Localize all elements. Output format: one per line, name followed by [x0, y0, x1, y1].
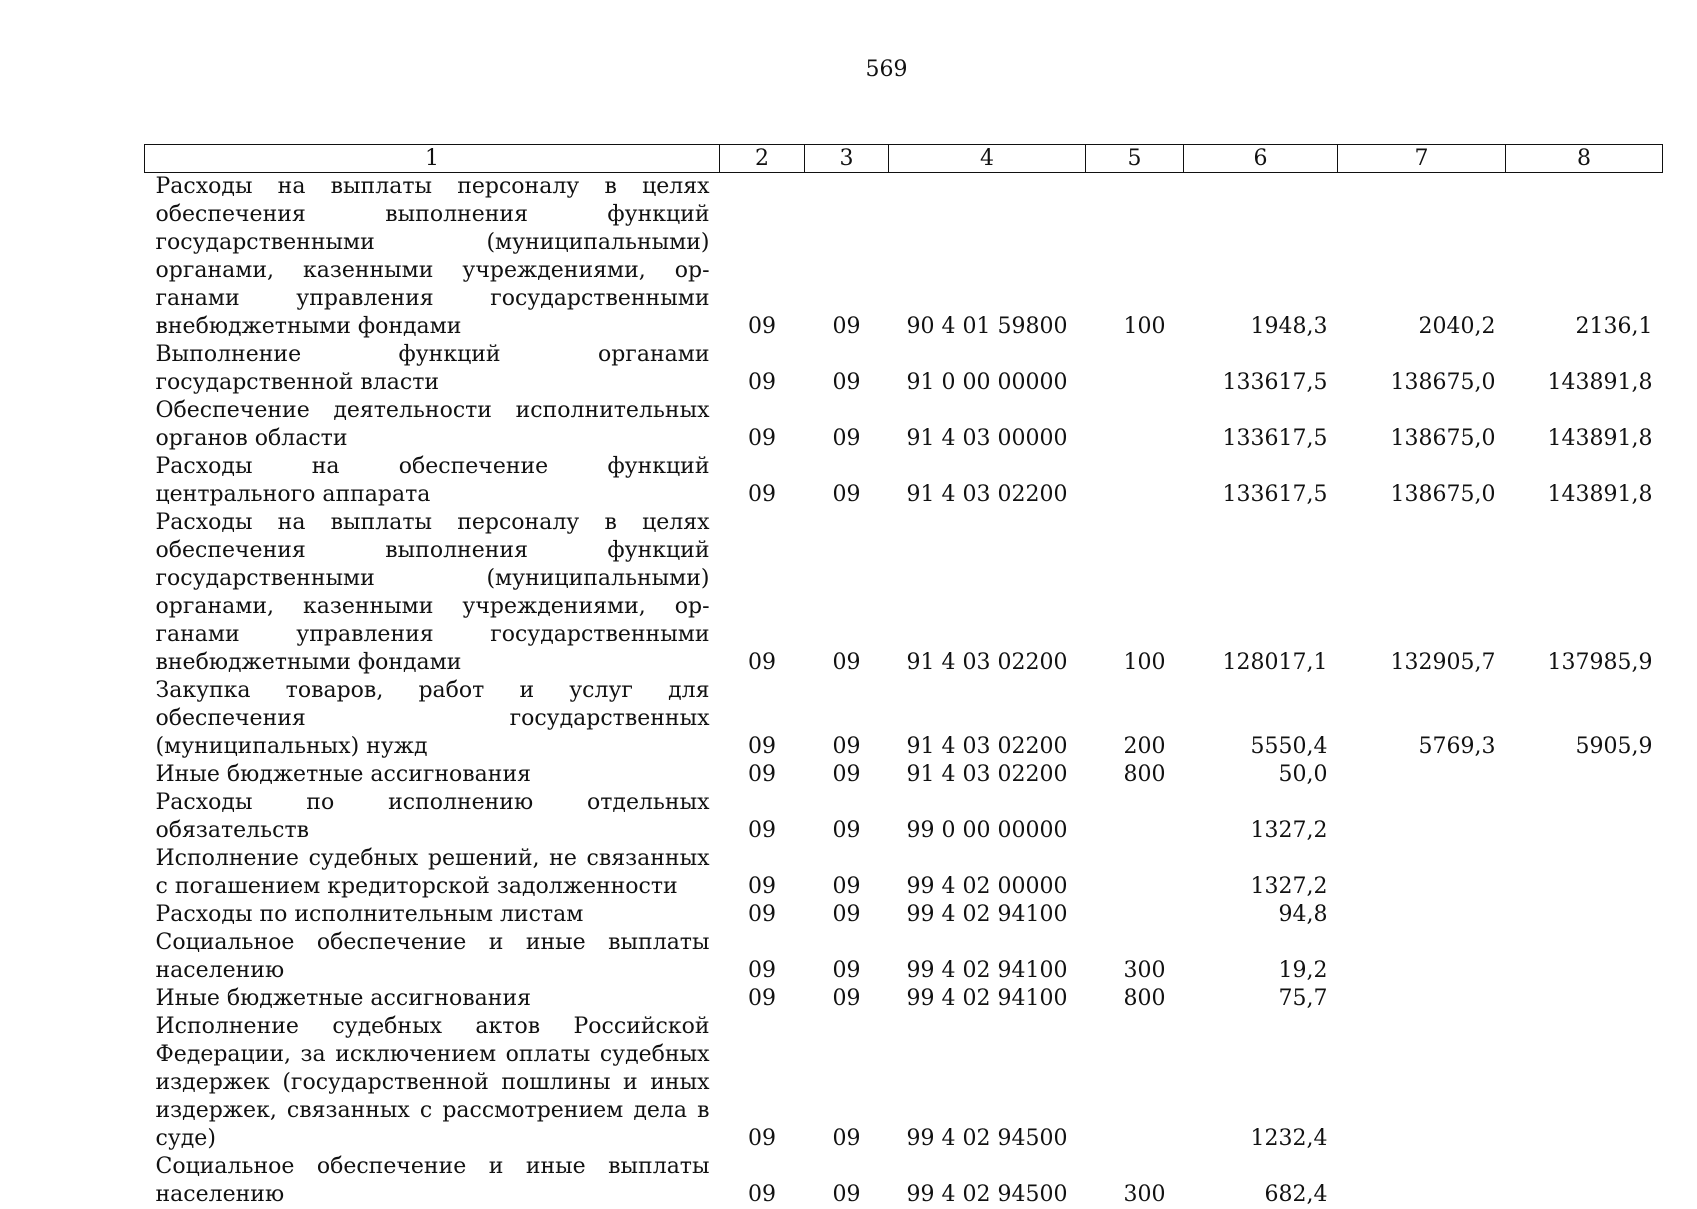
row-amount-col6: 128017,1 — [1184, 509, 1338, 677]
row-amount-col7 — [1338, 1013, 1506, 1153]
row-amount-col7: 5769,3 — [1338, 677, 1506, 761]
row-amount-col8 — [1506, 845, 1663, 901]
row-amount-col6: 75,7 — [1184, 985, 1338, 1013]
row-amount-col6: 133617,5 — [1184, 341, 1338, 397]
row-amount-col6: 682,4 — [1184, 1153, 1338, 1209]
row-subsection: 09 — [805, 173, 889, 342]
row-section: 09 — [720, 761, 805, 789]
table-row — [145, 845, 1663, 901]
row-amount-col7: 138675,0 — [1338, 397, 1506, 453]
row-description: Иные бюджетные ассигнования — [145, 985, 720, 1013]
row-section: 09 — [720, 677, 805, 761]
row-expense-type: 100 — [1086, 173, 1184, 342]
row-target-article: 99 4 02 94100 — [889, 985, 1086, 1013]
row-amount-col8: 143891,8 — [1506, 453, 1663, 509]
row-amount-col7: 2040,2 — [1338, 173, 1506, 342]
row-amount-col8 — [1506, 1013, 1663, 1153]
row-amount-col7 — [1338, 845, 1506, 901]
table-row — [145, 509, 1663, 677]
table-row — [145, 901, 1663, 929]
table-row — [145, 173, 1663, 342]
row-description: Обеспечение деятельности исполнительных органов области — [145, 397, 720, 453]
row-target-article: 91 4 03 00000 — [889, 397, 1086, 453]
row-amount-col8 — [1506, 985, 1663, 1013]
row-expense-type — [1086, 453, 1184, 509]
row-subsection: 09 — [805, 845, 889, 901]
row-subsection: 09 — [805, 509, 889, 677]
row-amount-col8 — [1506, 901, 1663, 929]
row-section: 09 — [720, 985, 805, 1013]
row-subsection: 09 — [805, 901, 889, 929]
header-cell: 2 — [720, 145, 805, 173]
row-amount-col7 — [1338, 901, 1506, 929]
row-amount-col6: 94,8 — [1184, 901, 1338, 929]
row-amount-col8: 143891,8 — [1506, 397, 1663, 453]
row-subsection: 09 — [805, 761, 889, 789]
row-target-article: 99 4 02 94500 — [889, 1153, 1086, 1209]
row-section: 09 — [720, 509, 805, 677]
row-expense-type — [1086, 845, 1184, 901]
row-target-article: 91 4 03 02200 — [889, 761, 1086, 789]
row-expense-type: 300 — [1086, 1153, 1184, 1209]
row-description: Расходы на выплаты персоналу в целях обеспечения выполнения функций государственными (муниципальными) органами, казенными учреждениями, органами управления государственными внебюджетными фондами — [145, 173, 720, 342]
row-description: Расходы на обеспечение функций центрального аппарата — [145, 453, 720, 509]
row-section: 09 — [720, 1153, 805, 1209]
row-section: 09 — [720, 901, 805, 929]
header-cell: 5 — [1086, 145, 1184, 173]
row-target-article: 91 4 03 02200 — [889, 509, 1086, 677]
row-amount-col7: 138675,0 — [1338, 453, 1506, 509]
row-amount-col8 — [1506, 929, 1663, 985]
row-description: Исполнение судебных актов Российской Федерации, за исключением оплаты судебных издержек (государственной пошлины и иных издержек, связанных с рассмотрением дела в суде) — [145, 1013, 720, 1153]
row-expense-type — [1086, 341, 1184, 397]
row-amount-col8: 2136,1 — [1506, 173, 1663, 342]
table-row — [145, 929, 1663, 985]
row-section: 09 — [720, 789, 805, 845]
row-amount-col6: 5550,4 — [1184, 677, 1338, 761]
row-amount-col6: 19,2 — [1184, 929, 1338, 985]
row-expense-type — [1086, 789, 1184, 845]
row-amount-col6: 50,0 — [1184, 761, 1338, 789]
row-description: Расходы на выплаты персоналу в целях обеспечения выполнения функций государственными (муниципальными) органами, казенными учреждениями, органами управления государственными внебюджетными фондами — [145, 509, 720, 677]
row-description: Выполнение функций органами государственной власти — [145, 341, 720, 397]
row-amount-col6: 1948,3 — [1184, 173, 1338, 342]
row-section: 09 — [720, 929, 805, 985]
page-number: 569 — [0, 56, 1697, 84]
header-cell: 1 — [145, 145, 720, 173]
header-cell: 4 — [889, 145, 1086, 173]
row-target-article: 99 4 02 94100 — [889, 901, 1086, 929]
budget-table — [144, 144, 1663, 1209]
row-section: 09 — [720, 845, 805, 901]
row-section: 09 — [720, 173, 805, 342]
row-subsection: 09 — [805, 397, 889, 453]
row-expense-type: 200 — [1086, 677, 1184, 761]
row-amount-col7 — [1338, 929, 1506, 985]
row-subsection: 09 — [805, 341, 889, 397]
row-expense-type — [1086, 901, 1184, 929]
table-row — [145, 761, 1663, 789]
row-subsection: 09 — [805, 453, 889, 509]
table-row — [145, 1153, 1663, 1209]
row-amount-col6: 1232,4 — [1184, 1013, 1338, 1153]
row-description: Расходы по исполнительным листам — [145, 901, 720, 929]
row-description: Расходы по исполнению отдельных обязательств — [145, 789, 720, 845]
row-amount-col7 — [1338, 789, 1506, 845]
row-amount-col6: 1327,2 — [1184, 845, 1338, 901]
table-row — [145, 397, 1663, 453]
row-target-article: 91 0 00 00000 — [889, 341, 1086, 397]
row-amount-col8: 5905,9 — [1506, 677, 1663, 761]
row-expense-type — [1086, 397, 1184, 453]
row-amount-col8 — [1506, 1153, 1663, 1209]
table-row — [145, 341, 1663, 397]
row-target-article: 91 4 03 02200 — [889, 677, 1086, 761]
row-section: 09 — [720, 453, 805, 509]
row-target-article: 90 4 01 59800 — [889, 173, 1086, 342]
row-description: Исполнение судебных решений, не связанных с погашением кредиторской задолженности — [145, 845, 720, 901]
row-amount-col6: 1327,2 — [1184, 789, 1338, 845]
row-subsection: 09 — [805, 1013, 889, 1153]
row-subsection: 09 — [805, 1153, 889, 1209]
table-row — [145, 677, 1663, 761]
row-expense-type: 100 — [1086, 509, 1184, 677]
table-body — [145, 173, 1663, 1209]
table-row — [145, 453, 1663, 509]
row-amount-col8: 137985,9 — [1506, 509, 1663, 677]
header-cell: 6 — [1184, 145, 1338, 173]
row-target-article: 99 4 02 94100 — [889, 929, 1086, 985]
row-amount-col7: 132905,7 — [1338, 509, 1506, 677]
row-amount-col8 — [1506, 789, 1663, 845]
row-description: Закупка товаров, работ и услуг для обеспечения государственных (муниципальных) нужд — [145, 677, 720, 761]
row-expense-type: 300 — [1086, 929, 1184, 985]
row-amount-col7 — [1338, 1153, 1506, 1209]
row-amount-col7 — [1338, 985, 1506, 1013]
table-row — [145, 789, 1663, 845]
row-target-article: 91 4 03 02200 — [889, 453, 1086, 509]
row-amount-col8 — [1506, 761, 1663, 789]
row-amount-col6: 133617,5 — [1184, 453, 1338, 509]
header-cell: 7 — [1338, 145, 1506, 173]
row-description: Социальное обеспечение и иные выплаты населению — [145, 1153, 720, 1209]
row-amount-col8: 143891,8 — [1506, 341, 1663, 397]
row-expense-type: 800 — [1086, 761, 1184, 789]
row-subsection: 09 — [805, 985, 889, 1013]
row-target-article: 99 4 02 94500 — [889, 1013, 1086, 1153]
row-section: 09 — [720, 397, 805, 453]
row-amount-col6: 133617,5 — [1184, 397, 1338, 453]
row-description: Социальное обеспечение и иные выплаты населению — [145, 929, 720, 985]
header-cell: 8 — [1506, 145, 1663, 173]
row-expense-type — [1086, 1013, 1184, 1153]
row-subsection: 09 — [805, 929, 889, 985]
row-subsection: 09 — [805, 789, 889, 845]
row-expense-type: 800 — [1086, 985, 1184, 1013]
row-amount-col7: 138675,0 — [1338, 341, 1506, 397]
table-header-row — [145, 145, 1663, 173]
table-row — [145, 1013, 1663, 1153]
row-amount-col7 — [1338, 761, 1506, 789]
row-target-article: 99 0 00 00000 — [889, 789, 1086, 845]
row-description: Иные бюджетные ассигнования — [145, 761, 720, 789]
table-row — [145, 985, 1663, 1013]
row-section: 09 — [720, 341, 805, 397]
row-target-article: 99 4 02 00000 — [889, 845, 1086, 901]
row-subsection: 09 — [805, 677, 889, 761]
header-cell: 3 — [805, 145, 889, 173]
row-section: 09 — [720, 1013, 805, 1153]
